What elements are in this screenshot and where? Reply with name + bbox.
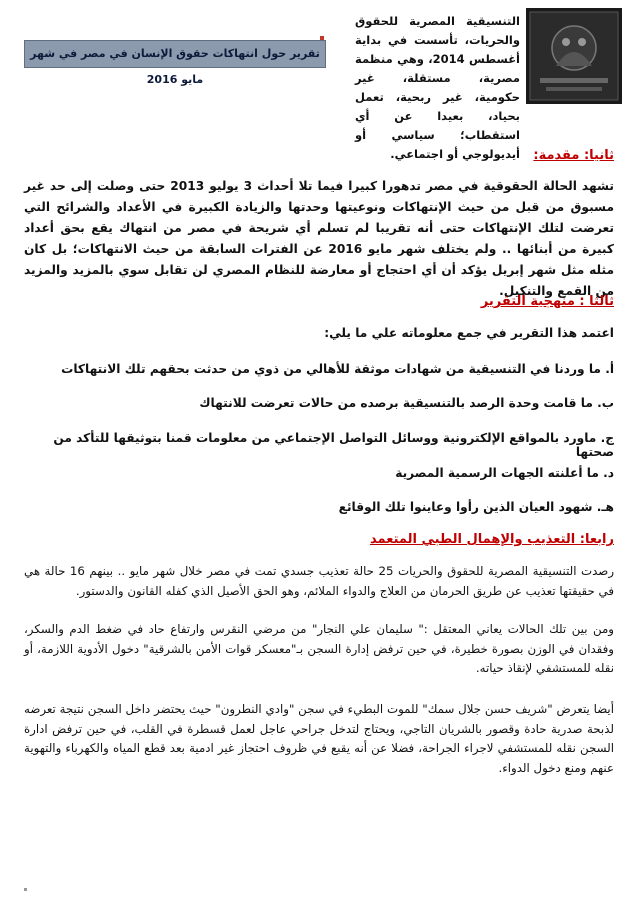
methodology-item: أ. ما وردنا في التنسيقية من شهادات موثقة للأهالي من ذوي من حدثت بحقهم تلك الانتهاكات bbox=[61, 362, 614, 376]
organization-intro: التنسيقية المصرية للحقوق والحريات، تأسست في بداية أغسطس 2014، وهي منظمة مصرية، مستقلة، غير حكومية، غير ربحية، تعمل بحياد، بعيدا عن أي استقطاب؛ سياسي أو أيديولوجي أو اجتماعي. bbox=[355, 14, 520, 161]
page-corner-mark bbox=[24, 888, 27, 891]
methodology-item: ج. ماورد بالمواقع الإلكترونية ووسائل التواصل الإجتماعي من معلومات قمنا بتوثيقها للتأكد من صحتها bbox=[53, 431, 614, 459]
section-4-paragraph: أيضا يتعرض "شريف حسن جلال سمك" للموت البطيء في سجن "وادي النطرون" حيث يحتضر داخل السجن نتيجة تعرضه لذبحة صدرية حادة وقصور بالشريان التاجي، ويحتاج لتدخل جراحي عاجل لعمل قسطرة في القلب، في حين ترفض ادارة السجن نقله للمستشفي لاجراء الجراحة، فضلا عن أنه يقبع في ظروف احتجاز غير ادمية بعد قطع المياه والكهرباء والتهوية عنهم ومنع دخول الدواء. bbox=[24, 702, 614, 775]
section-2-body: تشهد الحالة الحقوقية في مصر تدهورا كبيرا فيما تلا أحداث 3 يوليو 2013 حتى وصلت إلى حد غير مسبوق من قبل من حيث الإنتهاكات ونوعيتها وحدتها والزيادة الكبيرة في الأعداد والشرائح التي تعرضت لتلك الإنتهاكات حتى أنه تقريبا لم تسلم أي شريحة في مصر من انتهاك يقع بحق أعداد كبيرة من أبنائها .. ولم يختلف شهر مايو 2016 عن الفترات السابقة من حيث الانتهاكات؛ بل كان مثله مثل شهر إبريل يؤكد أن أي احتجاج أو معارضة للنظام المصري لن تقابل سوي بالمزيد والمزيد من القمع والتنكيل. bbox=[24, 179, 614, 298]
methodology-item: هـ. شهود العيان الذين رأوا وعاينوا تلك الوقائع bbox=[338, 500, 614, 514]
organization-logo-icon bbox=[526, 8, 622, 104]
section-4-heading: رابعا: التعذيب والإهمال الطبي المتعمد bbox=[370, 532, 614, 547]
section-4-paragraph: ومن بين تلك الحالات يعاني المعتقل :" سليمان علي النجار" من مرضي النقرس وارتفاع حاد في ضغط الدم والسكر، وفقدان في الوزن بصورة خطيرة، في حين ترفض إدارة السجن بـ"معسكر قوات الأمن بالشرقية" دخول الأدوية اللازمة، أو نقله للمستشفي لإنقاذ حياته. bbox=[24, 622, 614, 675]
section-3-heading: ثالثا : منهجية التقرير bbox=[480, 294, 614, 309]
section-2-heading: ثانيا: مقدمة: bbox=[533, 148, 614, 163]
section-3-intro: اعتمد هذا التقرير في جمع معلوماته علي ما يلي: bbox=[324, 326, 614, 340]
methodology-item: ب. ما قامت وحدة الرصد بالتنسيقية برصده من حالات تعرضت للانتهاك bbox=[199, 396, 614, 410]
methodology-item: د. ما أعلنته الجهات الرسمية المصرية bbox=[395, 466, 614, 480]
report-title-banner: تقرير حول انتهاكات حقوق الإنسان في مصر في شهر مايو 2016 bbox=[24, 40, 326, 68]
section-4-paragraph: رصدت التنسيقية المصرية للحقوق والحريات 25 حالة تعذيب جسدي تمت في مصر خلال شهر مايو .. بينهم 16 حالة هي في حقيقتها تعذيب عن طريق الحرمان من العلاج والدواء الملائم، وهو الحق الأصيل الذي كفله القانون والدستور. bbox=[24, 564, 615, 598]
